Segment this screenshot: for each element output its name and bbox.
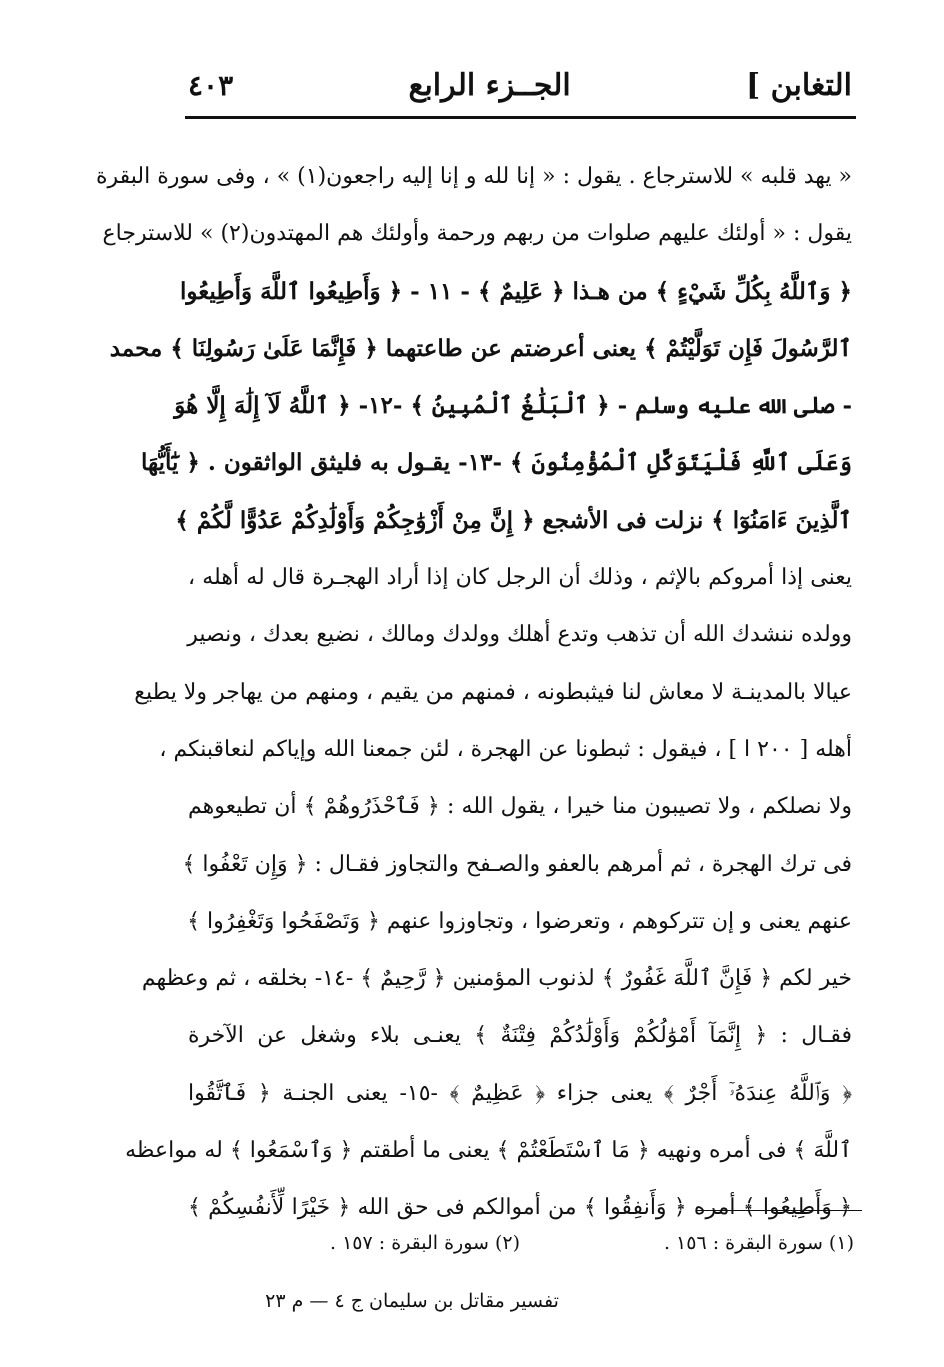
text-line: ولا نصلكم ، ولا تصيبون منا خيرا ، يقول الله : ﴿ فَٱحْذَرُوهُمْ ﴾ أن تطيعوهم bbox=[188, 794, 852, 820]
text-line: خير لكم ﴿ فَإِنَّ ٱللَّهَ غَفُورٌ ﴾ لذنوب المؤمنين ﴿ رَّحِيمٌ ﴾ -١٤- بخلقه ، ثم وعظهم bbox=[141, 966, 852, 992]
part-title: الجــزء الرابع bbox=[408, 67, 571, 103]
text-line: أهله [ ٢٠٠ ا ] ، فيقول : ثبطونا عن الهجرة ، لئن جمعنا الله وإياكم لنعاقبنكم ، bbox=[159, 736, 852, 762]
printer-signature: تفسير مقاتل بن سليمان ج ٤ — م ٢٣ bbox=[265, 1290, 559, 1312]
text-line: يقول : « أولئك عليهم صلوات من ربهم ورحمة وأولئك هم المهتدون(٢) » للاسترجاع bbox=[102, 221, 852, 247]
surah-name: التغابن ] bbox=[746, 67, 852, 103]
footnote-1: (١) سورة البقرة : ١٥٦ . bbox=[663, 1232, 854, 1254]
text-line: ﴿ وَٱللَّهُ بِكُلِّ شَيْءٍ ﴾ من هـذا ﴿ عَلِيمٌ ﴾ - ١١ - ﴿ وَأَطِيعُوا ٱللَّهَ وَأَطِيعُوا bbox=[179, 277, 852, 305]
text-line: فقـال : ﴿ إِنَّمَآ أَمْوَٰلُكُمْ وَأَوْلَٰدُكُمْ فِتْنَةٌ ﴾ يعنـى بلاء وشغل عن الآخرة bbox=[188, 1023, 852, 1049]
text-line: ٱللَّهَ ﴾ فى أمره ونهيه ﴿ مَا ٱسْتَطَعْتُمْ ﴾ يعنى ما أطقتم ﴿ وَٱسْمَعُوا ﴾ له مواعظه bbox=[125, 1138, 852, 1164]
text-line: ٱلرَّسُولَ فَإِن تَوَلَّيْتُمْ ﴾ يعنى أعرضتم عن طاعتهما ﴿ فَإِنَّمَا عَلَىٰ رَسُولِنَا ﴾ محمد bbox=[109, 334, 852, 362]
footnote-2: (٢) سورة البقرة : ١٥٧ . bbox=[330, 1232, 521, 1254]
text-line: ٱلَّذِينَ ءَامَنُوٓا ﴾ نزلت فى الأشجع ﴿ إِنَّ مِنْ أَزْوَٰجِكُمْ وَأَوْلَٰدِكُمْ عَدُوًّا لَّكُمْ ﴾ bbox=[175, 506, 852, 534]
text-line: « يهد قلبه » للاسترجاع . يقول : « إنا لله و إنا إليه راجعون(١) » ، وفى سورة البقرة bbox=[95, 164, 852, 189]
footnotes bbox=[330, 1232, 854, 1266]
page-number: ٤٠٣ bbox=[188, 68, 234, 102]
header-rule bbox=[185, 116, 856, 119]
text-line: وَعَلَى ٱللَّهِ فَلْيَتَوَكَّلِ ٱلْمُؤْمِنُونَ ﴾ -١٣- يقـول به فليثق الواثقون . ﴿ يَٰٓأَيُّهَا bbox=[140, 449, 852, 477]
text-line: عنهم يعنى و إن تتركوهم ، وتعرضوا ، وتجاوزوا عنهم ﴿ وَتَصْفَحُوا وَتَغْفِرُوا ﴾ bbox=[187, 908, 852, 934]
text-line: عيالا بالمدينـة لا معاش لنا فيثبطونه ، فمنهم من يقيم ، ومنهم من يهاجر ولا يطيع bbox=[134, 679, 852, 705]
page-header bbox=[188, 60, 852, 110]
text-line: - صلى الله عليه وسلم - ﴿ ٱلْبَلَٰغُ ٱلْمُبِينُ ﴾ -١٢- ﴿ ٱللَّهُ لَآ إِلَٰهَ إِلَّا هُوَ bbox=[174, 392, 852, 420]
text-line: ﴿ وَأَطِيعُوا ﴾ أمره ﴿ وَأَنفِقُوا ﴾ من أموالكم فى حق الله ﴿ خَيْرًا لِّأَنفُسِكُمْ ﴾ bbox=[188, 1195, 852, 1221]
text-line: ﴿ وَٱللَّهُ عِندَهُۥٓ أَجْرٌ ﴾ يعنى جزاء ﴿ عَظِيمٌ ﴾ -١٥- يعنى الجنـة ﴿ فَٱتَّقُوا bbox=[188, 1080, 852, 1106]
text-line: يعنى إذا أمروكم بالإثم ، وذلك أن الرجل كان إذا أراد الهجـرة قال له أهله ، bbox=[188, 565, 852, 591]
footnote-rule bbox=[696, 1210, 862, 1211]
text-body bbox=[95, 148, 852, 1237]
text-line: وولده ننشدك الله أن تذهب وتدع أهلك وولدك ومالك ، نضيع بعدك ، ونصير bbox=[187, 622, 852, 648]
text-line: فى ترك الهجرة ، ثم أمرهم بالعفو والصـفح والتجاوز فقـال : ﴿ وَإِن تَعْفُوا ﴾ bbox=[182, 851, 852, 877]
